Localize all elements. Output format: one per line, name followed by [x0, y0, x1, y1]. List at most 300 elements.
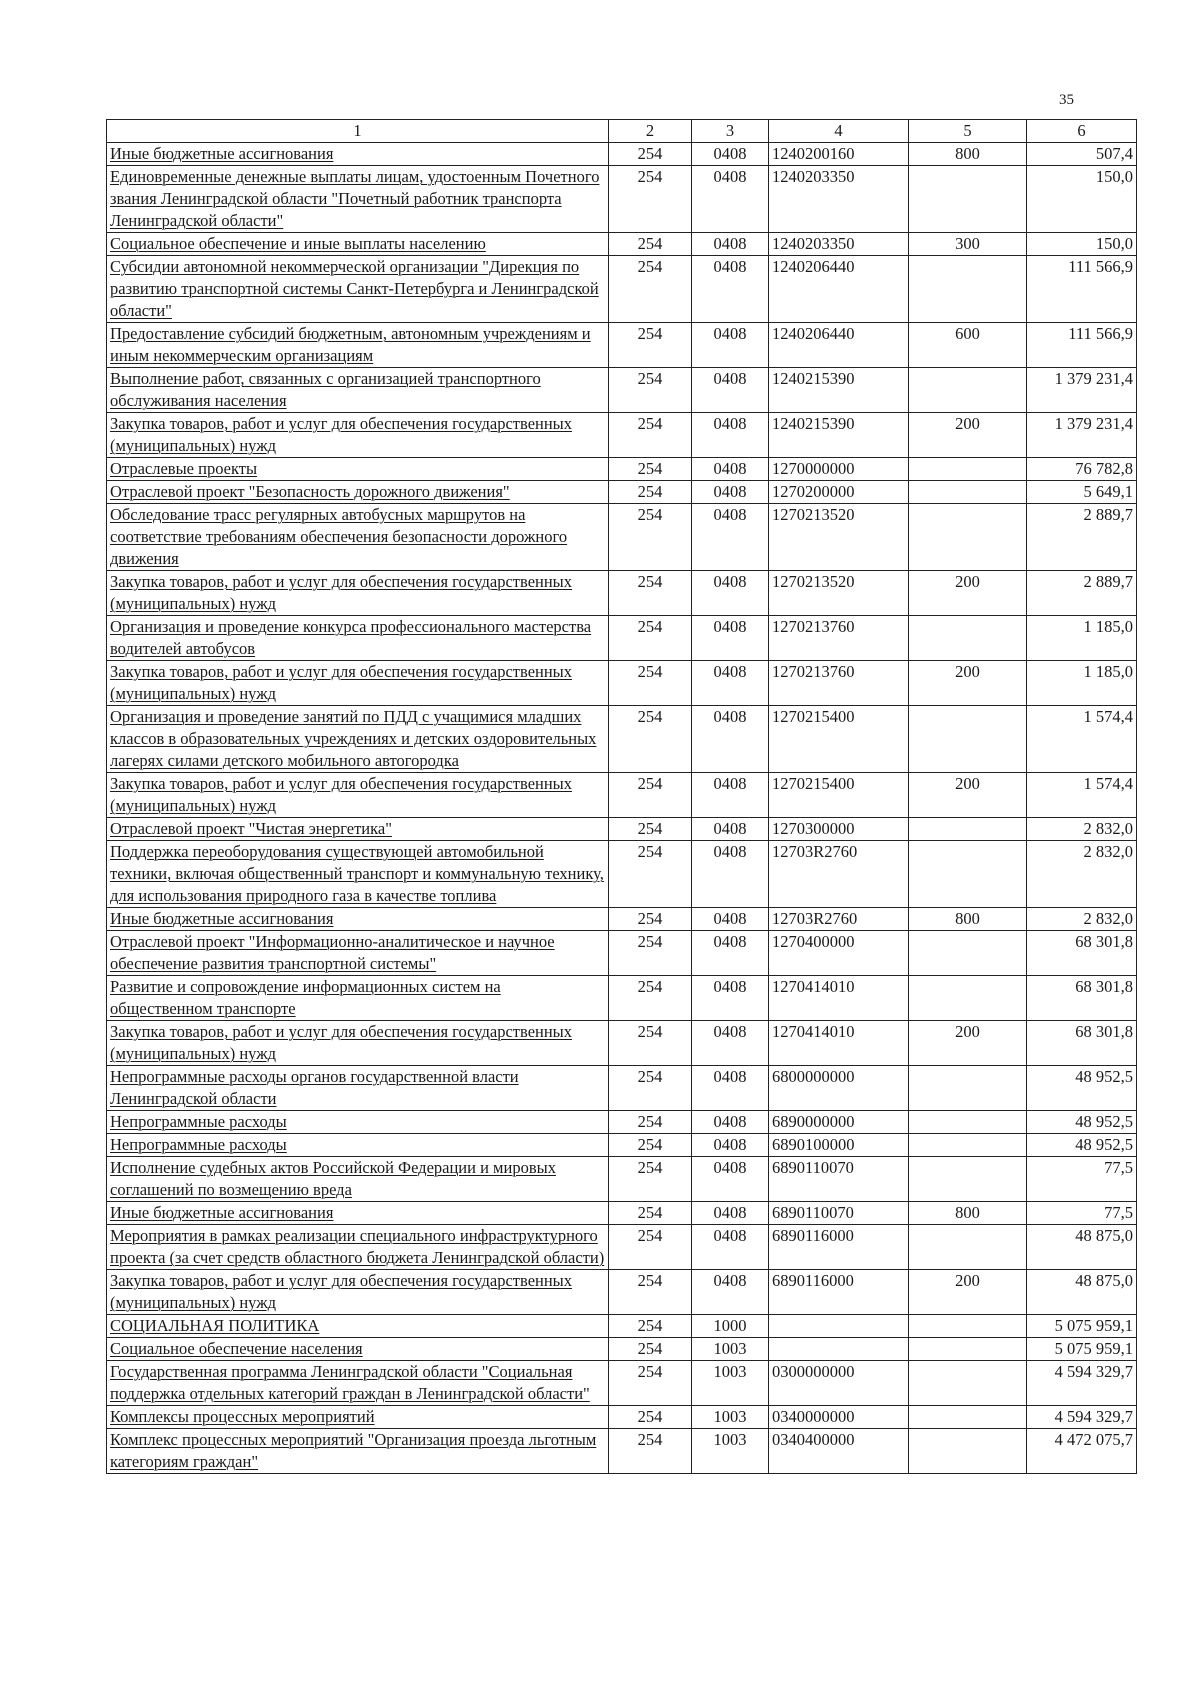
- row-section-code-cell: [692, 1225, 769, 1270]
- row-target-article-cell: [769, 1225, 909, 1270]
- row-amount-cell: [1027, 1361, 1137, 1406]
- row-target-article: 1270213520: [772, 572, 855, 591]
- row-amount-cell: [1027, 368, 1137, 413]
- row-section-code-cell: [692, 931, 769, 976]
- row-admin-code: 254: [637, 505, 663, 524]
- row-admin-code: 254: [637, 1362, 663, 1381]
- row-expense-type-cell: [909, 1406, 1027, 1429]
- row-expense-type-cell: [909, 143, 1027, 166]
- row-amount-cell: [1027, 571, 1137, 616]
- row-name: Предоставление субсидий бюджетным, автономным учреждениям и иным некоммерческим организациям: [110, 324, 591, 365]
- row-name: Мероприятия в рамках реализации специального инфраструктурного проекта (за счет средств областного бюджета Ленинградской области): [110, 1226, 605, 1267]
- row-section-code-cell: [692, 706, 769, 773]
- table-row: [107, 1202, 1137, 1225]
- row-admin-code-cell: [609, 841, 692, 908]
- row-admin-code: 254: [637, 459, 663, 478]
- row-expense-type: 200: [955, 662, 980, 681]
- row-amount: 1 574,4: [1083, 774, 1133, 793]
- row-amount: 2 889,7: [1083, 505, 1133, 524]
- row-section-code: 1003: [713, 1430, 747, 1449]
- header-cell-1: 1: [107, 120, 609, 143]
- row-target-article-cell: [769, 1111, 909, 1134]
- row-expense-type-cell: [909, 1066, 1027, 1111]
- row-name: Поддержка переоборудования существующей автомобильной техники, включая общественный транспорт и коммунальную технику, для использования природного газа в качестве топлива: [110, 842, 604, 905]
- row-expense-type-cell: [909, 1429, 1027, 1474]
- row-expense-type: 200: [955, 414, 980, 433]
- row-admin-code-cell: [609, 661, 692, 706]
- row-amount-cell: [1027, 143, 1137, 166]
- row-section-code-cell: [692, 1429, 769, 1474]
- row-name: Непрограммные расходы: [110, 1135, 287, 1154]
- row-amount-cell: [1027, 256, 1137, 323]
- row-name: Исполнение судебных актов Российской Федерации и мировых соглашений по возмещению вреда: [110, 1158, 556, 1199]
- row-expense-type-cell: [909, 616, 1027, 661]
- row-section-code: 0408: [713, 369, 747, 388]
- row-amount: 5 649,1: [1083, 482, 1133, 501]
- row-target-article-cell: [769, 616, 909, 661]
- row-name: Закупка товаров, работ и услуг для обеспечения государственных (муниципальных) нужд: [110, 1271, 573, 1312]
- row-target-article: 1270000000: [772, 459, 855, 478]
- row-target-article-cell: [769, 1134, 909, 1157]
- row-amount: 2 889,7: [1083, 572, 1133, 591]
- row-target-article-cell: [769, 413, 909, 458]
- row-expense-type-cell: [909, 1315, 1027, 1338]
- row-expense-type-cell: [909, 706, 1027, 773]
- row-amount-cell: [1027, 166, 1137, 233]
- row-name-cell: [107, 233, 609, 256]
- row-target-article: 1270215400: [772, 774, 855, 793]
- row-admin-code: 254: [637, 1316, 663, 1335]
- row-admin-code: 254: [637, 662, 663, 681]
- table-row: [107, 458, 1137, 481]
- row-target-article-cell: [769, 368, 909, 413]
- row-target-article: 12703R2760: [772, 909, 858, 928]
- row-target-article-cell: [769, 976, 909, 1021]
- row-target-article: 1270215400: [772, 707, 855, 726]
- row-expense-type-cell: [909, 1225, 1027, 1270]
- row-name-cell: [107, 616, 609, 661]
- row-admin-code-cell: [609, 571, 692, 616]
- table-row: [107, 931, 1137, 976]
- row-target-article-cell: [769, 841, 909, 908]
- row-name-cell: [107, 1225, 609, 1270]
- row-section-code-cell: [692, 323, 769, 368]
- page-number: 35: [1059, 92, 1074, 108]
- row-expense-type-cell: [909, 908, 1027, 931]
- row-name-cell: [107, 413, 609, 458]
- row-target-article: 1270213760: [772, 662, 855, 681]
- table-row: [107, 1429, 1137, 1474]
- row-admin-code-cell: [609, 1406, 692, 1429]
- table-row: [107, 1111, 1137, 1134]
- row-amount-cell: [1027, 1338, 1137, 1361]
- table-row: [107, 841, 1137, 908]
- row-admin-code-cell: [609, 908, 692, 931]
- row-section-code: 0408: [713, 819, 747, 838]
- row-amount-cell: [1027, 773, 1137, 818]
- table-row: [107, 1406, 1137, 1429]
- row-admin-code: 254: [637, 1226, 663, 1245]
- row-amount-cell: [1027, 323, 1137, 368]
- row-amount: 68 301,8: [1075, 977, 1133, 996]
- row-target-article-cell: [769, 1429, 909, 1474]
- row-amount: 1 185,0: [1083, 617, 1133, 636]
- table-row: [107, 616, 1137, 661]
- row-amount: 5 075 959,1: [1054, 1316, 1133, 1335]
- row-amount-cell: [1027, 706, 1137, 773]
- row-section-code-cell: [692, 1066, 769, 1111]
- row-target-article: 6890110070: [772, 1203, 854, 1222]
- row-amount-cell: [1027, 481, 1137, 504]
- row-expense-type-cell: [909, 661, 1027, 706]
- row-name-cell: [107, 458, 609, 481]
- table-row: [107, 1270, 1137, 1315]
- row-expense-type-cell: [909, 323, 1027, 368]
- row-section-code: 0408: [713, 1135, 747, 1154]
- row-expense-type-cell: [909, 413, 1027, 458]
- row-target-article-cell: [769, 818, 909, 841]
- row-target-article-cell: [769, 773, 909, 818]
- table-row: [107, 571, 1137, 616]
- row-section-code-cell: [692, 1338, 769, 1361]
- row-name-cell: [107, 1157, 609, 1202]
- row-expense-type-cell: [909, 256, 1027, 323]
- row-admin-code-cell: [609, 1429, 692, 1474]
- table-row: [107, 323, 1137, 368]
- row-amount-cell: [1027, 841, 1137, 908]
- row-section-code: 0408: [713, 505, 747, 524]
- row-target-article-cell: [769, 706, 909, 773]
- row-amount-cell: [1027, 458, 1137, 481]
- row-section-code-cell: [692, 481, 769, 504]
- row-target-article-cell: [769, 1157, 909, 1202]
- row-admin-code: 254: [637, 167, 663, 186]
- row-target-article-cell: [769, 571, 909, 616]
- row-name-cell: [107, 504, 609, 571]
- row-amount: 2 832,0: [1083, 909, 1133, 928]
- row-section-code-cell: [692, 571, 769, 616]
- row-expense-type-cell: [909, 931, 1027, 976]
- row-section-code-cell: [692, 1315, 769, 1338]
- row-section-code: 0408: [713, 234, 747, 253]
- row-section-code: 0408: [713, 414, 747, 433]
- row-target-article: 1270213520: [772, 505, 855, 524]
- row-section-code: 0408: [713, 324, 747, 343]
- row-name: Комплексы процессных мероприятий: [110, 1407, 375, 1426]
- row-expense-type-cell: [909, 1111, 1027, 1134]
- row-name: Комплекс процессных мероприятий "Организация проезда льготным категориям граждан": [110, 1430, 597, 1471]
- row-admin-code: 254: [637, 572, 663, 591]
- table-row: [107, 1315, 1137, 1338]
- table-row: [107, 818, 1137, 841]
- table-row: [107, 1134, 1137, 1157]
- row-section-code-cell: [692, 1270, 769, 1315]
- row-expense-type-cell: [909, 233, 1027, 256]
- row-amount: 48 875,0: [1075, 1226, 1133, 1245]
- row-section-code-cell: [692, 504, 769, 571]
- row-amount: 68 301,8: [1075, 932, 1133, 951]
- table-row: [107, 908, 1137, 931]
- row-amount: 1 379 231,4: [1054, 369, 1133, 388]
- row-target-article-cell: [769, 1021, 909, 1066]
- row-amount-cell: [1027, 976, 1137, 1021]
- header-cell-6: 6: [1027, 120, 1137, 143]
- row-target-article-cell: [769, 1066, 909, 1111]
- table-row: [107, 481, 1137, 504]
- row-admin-code-cell: [609, 323, 692, 368]
- row-name-cell: [107, 841, 609, 908]
- row-name-cell: [107, 1338, 609, 1361]
- row-target-article-cell: [769, 908, 909, 931]
- row-target-article: 1240200160: [772, 144, 855, 163]
- row-admin-code: 254: [637, 842, 663, 861]
- row-name: Обследование трасс регулярных автобусных маршрутов на соответствие требованиям обеспечения безопасности дорожного движения: [110, 505, 568, 568]
- row-name-cell: [107, 1361, 609, 1406]
- row-name-cell: [107, 931, 609, 976]
- row-section-code: 0408: [713, 707, 747, 726]
- row-section-code: 1000: [713, 1316, 747, 1335]
- row-admin-code-cell: [609, 504, 692, 571]
- row-name-cell: [107, 571, 609, 616]
- row-amount: 507,4: [1095, 144, 1133, 163]
- row-expense-type: 200: [955, 572, 980, 591]
- row-expense-type-cell: [909, 1134, 1027, 1157]
- row-section-code-cell: [692, 841, 769, 908]
- row-admin-code: 254: [637, 1067, 663, 1086]
- row-target-article-cell: [769, 143, 909, 166]
- row-target-article: 6890100000: [772, 1135, 855, 1154]
- row-target-article-cell: [769, 1338, 909, 1361]
- row-name-cell: [107, 1134, 609, 1157]
- row-name-cell: [107, 1066, 609, 1111]
- row-amount: 1 185,0: [1083, 662, 1133, 681]
- row-name-cell: [107, 1429, 609, 1474]
- row-name-cell: [107, 1021, 609, 1066]
- row-name-cell: [107, 706, 609, 773]
- row-amount-cell: [1027, 504, 1137, 571]
- row-admin-code-cell: [609, 143, 692, 166]
- row-name-cell: [107, 1270, 609, 1315]
- row-amount: 5 075 959,1: [1054, 1339, 1133, 1358]
- row-name: Закупка товаров, работ и услуг для обеспечения государственных (муниципальных) нужд: [110, 572, 573, 613]
- row-section-code: 0408: [713, 257, 747, 276]
- table-row: [107, 706, 1137, 773]
- row-expense-type-cell: [909, 458, 1027, 481]
- row-expense-type-cell: [909, 504, 1027, 571]
- row-admin-code-cell: [609, 458, 692, 481]
- row-name: Закупка товаров, работ и услуг для обеспечения государственных (муниципальных) нужд: [110, 414, 573, 455]
- row-amount-cell: [1027, 1225, 1137, 1270]
- row-name-cell: [107, 1202, 609, 1225]
- row-admin-code: 254: [637, 617, 663, 636]
- row-section-code: 0408: [713, 617, 747, 636]
- row-amount: 77,5: [1104, 1158, 1133, 1177]
- row-name-cell: [107, 143, 609, 166]
- row-section-code: 1003: [713, 1362, 747, 1381]
- table-row: [107, 368, 1137, 413]
- row-amount: 48 952,5: [1075, 1067, 1133, 1086]
- row-target-article-cell: [769, 481, 909, 504]
- row-name: Субсидии автономной некоммерческой организации "Дирекция по развитию транспортной системы Санкт-Петербурга и Ленинградской области": [110, 257, 599, 320]
- row-section-code-cell: [692, 1202, 769, 1225]
- row-name: Иные бюджетные ассигнования: [110, 909, 334, 928]
- row-target-article: 1240215390: [772, 369, 855, 388]
- row-name-cell: [107, 773, 609, 818]
- row-admin-code: 254: [637, 144, 663, 163]
- row-section-code: 0408: [713, 909, 747, 928]
- row-amount: 4 594 329,7: [1054, 1407, 1133, 1426]
- row-target-article-cell: [769, 1406, 909, 1429]
- table-row: [107, 976, 1137, 1021]
- header-cell-4: 4: [769, 120, 909, 143]
- row-section-code-cell: [692, 458, 769, 481]
- row-admin-code-cell: [609, 1202, 692, 1225]
- row-admin-code-cell: [609, 976, 692, 1021]
- row-name: Иные бюджетные ассигнования: [110, 1203, 334, 1222]
- row-admin-code: 254: [637, 482, 663, 501]
- row-target-article-cell: [769, 166, 909, 233]
- row-expense-type: 800: [955, 1203, 980, 1222]
- row-section-code: 0408: [713, 572, 747, 591]
- row-section-code: 0408: [713, 144, 747, 163]
- row-admin-code-cell: [609, 1270, 692, 1315]
- row-target-article: 6890116000: [772, 1226, 854, 1245]
- row-expense-type: 600: [955, 324, 980, 343]
- row-section-code: 1003: [713, 1407, 747, 1426]
- row-admin-code-cell: [609, 233, 692, 256]
- row-target-article: 1240206440: [772, 324, 855, 343]
- row-section-code-cell: [692, 818, 769, 841]
- row-section-code-cell: [692, 143, 769, 166]
- row-admin-code: 254: [637, 1271, 663, 1290]
- row-section-code-cell: [692, 1157, 769, 1202]
- row-target-article: 1270414010: [772, 977, 855, 996]
- row-target-article-cell: [769, 458, 909, 481]
- row-expense-type: 800: [955, 909, 980, 928]
- row-section-code-cell: [692, 233, 769, 256]
- row-target-article: 1270414010: [772, 1022, 855, 1041]
- table-header: [107, 120, 1137, 143]
- row-name: Отраслевой проект "Информационно-аналитическое и научное обеспечение развития транспортной системы": [110, 932, 555, 973]
- row-expense-type-cell: [909, 571, 1027, 616]
- row-admin-code: 254: [637, 234, 663, 253]
- row-section-code: 0408: [713, 662, 747, 681]
- row-admin-code-cell: [609, 481, 692, 504]
- row-name-cell: [107, 1111, 609, 1134]
- row-expense-type-cell: [909, 773, 1027, 818]
- row-name: Организация и проведение конкурса профессионального мастерства водителей автобусов: [110, 617, 592, 658]
- row-amount: 68 301,8: [1075, 1022, 1133, 1041]
- row-admin-code-cell: [609, 1021, 692, 1066]
- row-admin-code-cell: [609, 166, 692, 233]
- row-section-code-cell: [692, 1406, 769, 1429]
- row-target-article-cell: [769, 931, 909, 976]
- row-amount: 1 574,4: [1083, 707, 1133, 726]
- row-amount-cell: [1027, 1429, 1137, 1474]
- row-amount-cell: [1027, 616, 1137, 661]
- table-row: [107, 166, 1137, 233]
- row-expense-type: 200: [955, 774, 980, 793]
- row-admin-code-cell: [609, 706, 692, 773]
- row-expense-type-cell: [909, 1270, 1027, 1315]
- row-name-cell: [107, 908, 609, 931]
- row-section-code: 0408: [713, 1203, 747, 1222]
- row-name: Отраслевые проекты: [110, 459, 258, 478]
- table-row: [107, 773, 1137, 818]
- row-name-cell: [107, 166, 609, 233]
- row-amount: 77,5: [1104, 1203, 1133, 1222]
- row-section-code: 0408: [713, 1271, 747, 1290]
- row-expense-type-cell: [909, 481, 1027, 504]
- row-admin-code-cell: [609, 413, 692, 458]
- row-admin-code: 254: [637, 369, 663, 388]
- row-name-cell: [107, 818, 609, 841]
- row-amount: 1 379 231,4: [1054, 414, 1133, 433]
- row-target-article: 1270300000: [772, 819, 855, 838]
- row-name: Единовременные денежные выплаты лицам, удостоенным Почетного звания Ленинградской области "Почетный работник транспорта Ленинградской области": [110, 167, 600, 230]
- row-name: Развитие и сопровождение информационных систем на общественном транспорте: [110, 977, 501, 1018]
- row-section-code-cell: [692, 166, 769, 233]
- row-target-article: 1240206440: [772, 257, 855, 276]
- row-target-article: 0340000000: [772, 1407, 855, 1426]
- row-section-code: 0408: [713, 482, 747, 501]
- row-amount: 150,0: [1095, 167, 1133, 186]
- row-target-article-cell: [769, 661, 909, 706]
- row-expense-type-cell: [909, 1202, 1027, 1225]
- row-target-article-cell: [769, 1315, 909, 1338]
- row-section-code-cell: [692, 368, 769, 413]
- row-amount: 150,0: [1095, 234, 1133, 253]
- table-row: [107, 1338, 1137, 1361]
- row-target-article-cell: [769, 1361, 909, 1406]
- row-target-article: 0340400000: [772, 1430, 855, 1449]
- row-target-article: 6890116000: [772, 1271, 854, 1290]
- row-expense-type-cell: [909, 976, 1027, 1021]
- row-target-article: 0300000000: [772, 1362, 855, 1381]
- row-admin-code: 254: [637, 977, 663, 996]
- table-row: [107, 143, 1137, 166]
- row-amount: 4 472 075,7: [1054, 1430, 1133, 1449]
- row-admin-code: 254: [637, 414, 663, 433]
- row-name-cell: [107, 481, 609, 504]
- row-admin-code-cell: [609, 1066, 692, 1111]
- row-section-code: 0408: [713, 977, 747, 996]
- row-target-article: 6890000000: [772, 1112, 855, 1131]
- row-name-cell: [107, 976, 609, 1021]
- row-name: Выполнение работ, связанных с организацией транспортного обслуживания населения: [110, 369, 541, 410]
- table-row: [107, 1021, 1137, 1066]
- header-row: [107, 120, 1137, 143]
- row-amount: 76 782,8: [1075, 459, 1133, 478]
- row-name-cell: [107, 1315, 609, 1338]
- table-row: [107, 1361, 1137, 1406]
- row-amount-cell: [1027, 233, 1137, 256]
- row-amount: 111 566,9: [1068, 257, 1133, 276]
- row-section-code-cell: [692, 616, 769, 661]
- row-admin-code: 254: [637, 774, 663, 793]
- row-section-code: 0408: [713, 1022, 747, 1041]
- row-admin-code: 254: [637, 1430, 663, 1449]
- row-target-article-cell: [769, 1202, 909, 1225]
- row-target-article: 6890110070: [772, 1158, 854, 1177]
- row-expense-type-cell: [909, 841, 1027, 908]
- row-admin-code: 254: [637, 1339, 663, 1358]
- row-section-code-cell: [692, 1111, 769, 1134]
- row-expense-type: 300: [955, 234, 980, 253]
- row-section-code-cell: [692, 256, 769, 323]
- row-admin-code-cell: [609, 616, 692, 661]
- row-section-code-cell: [692, 661, 769, 706]
